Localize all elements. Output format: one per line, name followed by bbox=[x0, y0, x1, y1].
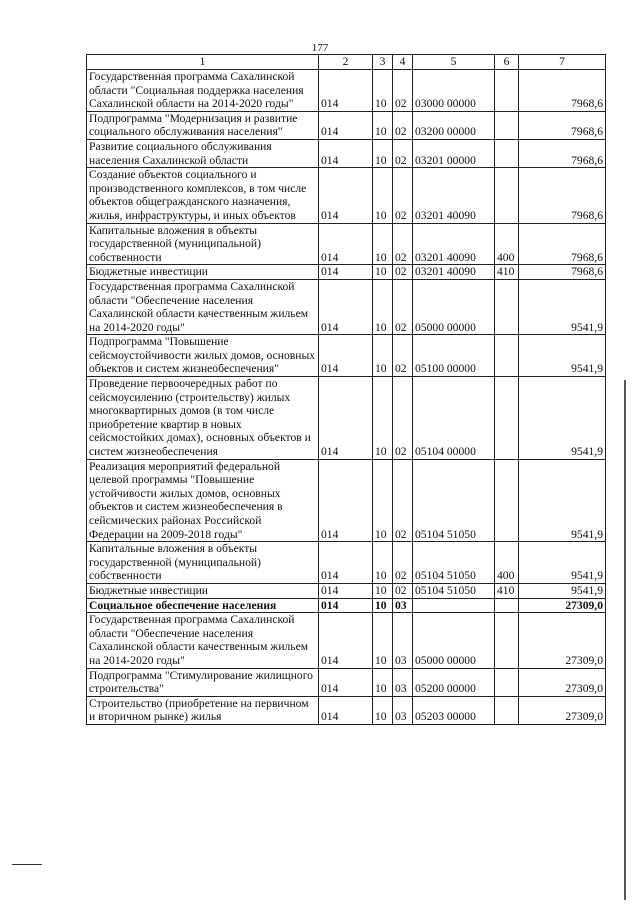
table-row bbox=[87, 583, 606, 598]
row-code-4: 02 bbox=[393, 168, 413, 223]
row-code-2: 014 bbox=[319, 223, 373, 265]
row-code-5: 05104 51050 bbox=[413, 542, 495, 584]
row-code-3: 10 bbox=[373, 542, 393, 584]
row-code-3: 10 bbox=[373, 168, 393, 223]
row-code-6 bbox=[495, 168, 519, 223]
row-code-4: 02 bbox=[393, 139, 413, 167]
table-row bbox=[87, 111, 606, 139]
row-amount: 27309,0 bbox=[519, 613, 606, 668]
table-row bbox=[87, 542, 606, 584]
row-amount: 27309,0 bbox=[519, 598, 606, 613]
row-name: Подпрограмма "Стимулирование жилищного строительства" bbox=[87, 668, 319, 696]
row-code-3: 10 bbox=[373, 111, 393, 139]
header-col-6: 6 bbox=[495, 55, 519, 70]
row-code-4: 02 bbox=[393, 111, 413, 139]
row-code-2: 014 bbox=[319, 598, 373, 613]
table-row bbox=[87, 377, 606, 460]
row-code-3: 10 bbox=[373, 668, 393, 696]
row-code-3: 10 bbox=[373, 265, 393, 280]
row-code-5: 03201 40090 bbox=[413, 168, 495, 223]
header-col-4: 4 bbox=[393, 55, 413, 70]
row-name: Государственная программа Сахалинской области "Обеспечение населения Сахалинской области качественным жильем на 2014-2020 годы" bbox=[87, 279, 319, 334]
row-name: Государственная программа Сахалинской области "Социальная поддержка населения Сахалинской области на 2014-2020 годы" bbox=[87, 70, 319, 112]
row-code-3: 10 bbox=[373, 139, 393, 167]
row-code-6 bbox=[495, 70, 519, 112]
row-name: Капитальные вложения в объекты государственной (муниципальной) собственности bbox=[87, 223, 319, 265]
page-number: 177 bbox=[311, 42, 329, 54]
row-code-2: 014 bbox=[319, 459, 373, 542]
row-code-4: 03 bbox=[393, 668, 413, 696]
row-code-4: 02 bbox=[393, 223, 413, 265]
row-code-6 bbox=[495, 459, 519, 542]
table-row bbox=[87, 598, 606, 613]
row-code-4: 03 bbox=[393, 613, 413, 668]
table-row bbox=[87, 265, 606, 280]
table-row bbox=[87, 223, 606, 265]
table-row bbox=[87, 139, 606, 167]
row-code-5: 03201 00000 bbox=[413, 139, 495, 167]
row-code-5: 05104 51050 bbox=[413, 583, 495, 598]
table-row bbox=[87, 668, 606, 696]
row-code-4: 02 bbox=[393, 377, 413, 460]
row-amount: 7968,6 bbox=[519, 70, 606, 112]
header-row bbox=[87, 55, 606, 70]
row-code-3: 10 bbox=[373, 223, 393, 265]
table-row bbox=[87, 279, 606, 334]
row-code-2: 014 bbox=[319, 613, 373, 668]
row-code-3: 10 bbox=[373, 598, 393, 613]
row-code-5: 05000 00000 bbox=[413, 279, 495, 334]
row-amount: 9541,9 bbox=[519, 377, 606, 460]
row-code-4: 02 bbox=[393, 279, 413, 334]
row-code-3: 10 bbox=[373, 377, 393, 460]
row-name: Проведение первоочередных работ по сейсмоусилению (строительству) жилых многоквартирных домов (в том числе приобретение квартир в новых сейсмостойких домах), основных объектов и систем жизнеобеспечения bbox=[87, 377, 319, 460]
row-code-6 bbox=[495, 377, 519, 460]
row-name: Социальное обеспечение населения bbox=[87, 598, 319, 613]
row-code-5: 05200 00000 bbox=[413, 668, 495, 696]
row-code-5: 05100 00000 bbox=[413, 335, 495, 377]
row-code-4: 03 bbox=[393, 598, 413, 613]
row-code-3: 10 bbox=[373, 583, 393, 598]
row-name: Бюджетные инвестиции bbox=[87, 265, 319, 280]
header-col-7: 7 bbox=[519, 55, 606, 70]
row-amount: 9541,9 bbox=[519, 335, 606, 377]
row-code-6 bbox=[495, 335, 519, 377]
row-code-3: 10 bbox=[373, 696, 393, 724]
row-code-5: 05104 51050 bbox=[413, 459, 495, 542]
row-code-5: 03201 40090 bbox=[413, 265, 495, 280]
row-code-6 bbox=[495, 696, 519, 724]
row-code-4: 02 bbox=[393, 459, 413, 542]
row-code-2: 014 bbox=[319, 335, 373, 377]
row-code-2: 014 bbox=[319, 542, 373, 584]
header-col-2: 2 bbox=[319, 55, 373, 70]
row-code-3: 10 bbox=[373, 335, 393, 377]
row-code-2: 014 bbox=[319, 668, 373, 696]
margin-line bbox=[12, 864, 42, 865]
row-name: Реализация мероприятий федеральной целевой программы "Повышение устойчивости жилых домов, основных объектов и систем жизнеобеспечения в сейсмических районах Российской Федерации на 2009-2018 годы" bbox=[87, 459, 319, 542]
row-code-5: 05000 00000 bbox=[413, 613, 495, 668]
row-name: Подпрограмма "Повышение сейсмоустойчивости жилых домов, основных объектов и систем жизнеобеспечения" bbox=[87, 335, 319, 377]
row-code-6 bbox=[495, 598, 519, 613]
row-amount: 27309,0 bbox=[519, 668, 606, 696]
row-code-4: 02 bbox=[393, 70, 413, 112]
row-code-2: 014 bbox=[319, 168, 373, 223]
table-row bbox=[87, 613, 606, 668]
row-amount: 9541,9 bbox=[519, 542, 606, 584]
row-code-6 bbox=[495, 668, 519, 696]
row-amount: 7968,6 bbox=[519, 168, 606, 223]
table-row bbox=[87, 459, 606, 542]
header-col-5: 5 bbox=[413, 55, 495, 70]
row-code-2: 014 bbox=[319, 265, 373, 280]
row-code-4: 03 bbox=[393, 696, 413, 724]
row-name: Государственная программа Сахалинской области "Обеспечение населения Сахалинской области качественным жильем на 2014-2020 годы" bbox=[87, 613, 319, 668]
header-col-1: 1 bbox=[87, 55, 319, 70]
table-row bbox=[87, 70, 606, 112]
row-amount: 9541,9 bbox=[519, 583, 606, 598]
row-amount: 7968,6 bbox=[519, 111, 606, 139]
row-code-6 bbox=[495, 139, 519, 167]
row-name: Строительство (приобретение на первичном и вторичном рынке) жилья bbox=[87, 696, 319, 724]
row-code-6: 410 bbox=[495, 583, 519, 598]
row-code-4: 02 bbox=[393, 335, 413, 377]
row-code-3: 10 bbox=[373, 459, 393, 542]
table-row bbox=[87, 696, 606, 724]
row-amount: 9541,9 bbox=[519, 459, 606, 542]
row-name: Развитие социального обслуживания населения Сахалинской области bbox=[87, 139, 319, 167]
row-code-4: 02 bbox=[393, 583, 413, 598]
row-amount: 27309,0 bbox=[519, 696, 606, 724]
row-code-3: 10 bbox=[373, 613, 393, 668]
budget-table bbox=[86, 54, 606, 725]
row-code-2: 014 bbox=[319, 583, 373, 598]
row-code-6 bbox=[495, 111, 519, 139]
table-row bbox=[87, 335, 606, 377]
row-amount: 7968,6 bbox=[519, 223, 606, 265]
row-code-5 bbox=[413, 598, 495, 613]
row-code-6: 400 bbox=[495, 223, 519, 265]
row-name: Подпрограмма "Модернизация и развитие социального обслуживания населения" bbox=[87, 111, 319, 139]
row-code-2: 014 bbox=[319, 70, 373, 112]
row-code-6 bbox=[495, 279, 519, 334]
row-code-6 bbox=[495, 613, 519, 668]
row-name: Создание объектов социального и производственного комплексов, в том числе объектов общегражданского назначения, жилья, инфраструктуры, и иных объектов bbox=[87, 168, 319, 223]
row-code-5: 05104 00000 bbox=[413, 377, 495, 460]
row-code-4: 02 bbox=[393, 542, 413, 584]
table-body bbox=[87, 70, 606, 725]
row-name: Бюджетные инвестиции bbox=[87, 583, 319, 598]
row-amount: 9541,9 bbox=[519, 279, 606, 334]
row-amount: 7968,6 bbox=[519, 265, 606, 280]
row-code-2: 014 bbox=[319, 139, 373, 167]
row-code-6: 400 bbox=[495, 542, 519, 584]
row-code-3: 10 bbox=[373, 279, 393, 334]
row-amount: 7968,6 bbox=[519, 139, 606, 167]
header-col-3: 3 bbox=[373, 55, 393, 70]
row-code-3: 10 bbox=[373, 70, 393, 112]
row-code-2: 014 bbox=[319, 111, 373, 139]
row-code-4: 02 bbox=[393, 265, 413, 280]
row-code-6: 410 bbox=[495, 265, 519, 280]
row-code-5: 03201 40090 bbox=[413, 223, 495, 265]
row-code-5: 05203 00000 bbox=[413, 696, 495, 724]
row-code-2: 014 bbox=[319, 279, 373, 334]
row-code-2: 014 bbox=[319, 696, 373, 724]
row-code-2: 014 bbox=[319, 377, 373, 460]
row-code-5: 03000 00000 bbox=[413, 70, 495, 112]
row-code-5: 03200 00000 bbox=[413, 111, 495, 139]
scan-edge bbox=[624, 380, 626, 900]
table-row bbox=[87, 168, 606, 223]
row-name: Капитальные вложения в объекты государственной (муниципальной) собственности bbox=[87, 542, 319, 584]
